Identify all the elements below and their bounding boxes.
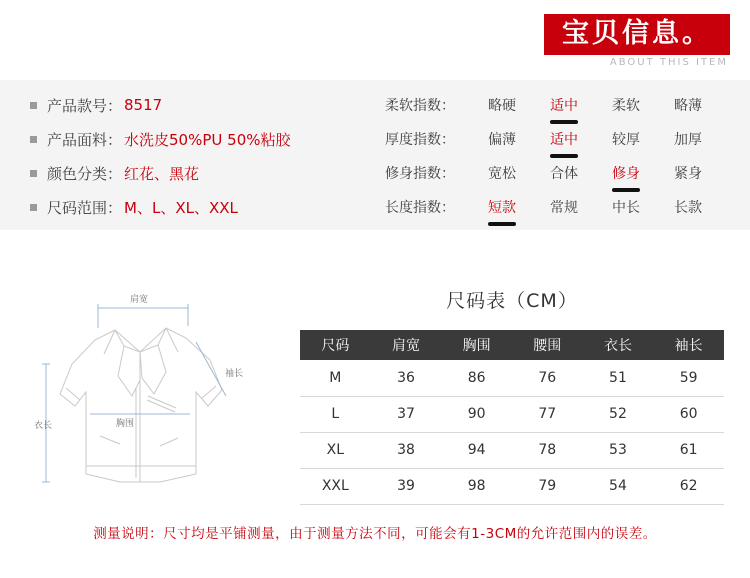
column-header: 尺码 xyxy=(300,330,371,360)
cell-length: 54 xyxy=(583,468,654,504)
cell-bust: 98 xyxy=(441,468,512,504)
cell-sleeve: 61 xyxy=(653,432,724,468)
spec-value: 水洗皮50%PU 50%粘胶 xyxy=(124,130,291,149)
cell-length: 53 xyxy=(583,432,654,468)
spec-label: 产品款号： xyxy=(47,96,123,115)
cell-waist: 79 xyxy=(512,468,583,504)
index-option-selected: 适中 xyxy=(533,95,595,115)
index-option-selected: 短款 xyxy=(471,197,533,217)
cell-bust: 94 xyxy=(441,432,512,468)
diagram-label-bust: 胸围 xyxy=(116,419,135,429)
square-bullet-icon xyxy=(30,102,37,109)
page-subtitle: ABOUT THIS ITEM xyxy=(609,57,728,68)
table-row xyxy=(300,396,724,432)
table-row xyxy=(300,432,724,468)
column-header: 胸围 xyxy=(441,330,512,360)
cell-length: 52 xyxy=(583,396,654,432)
column-header: 袖长 xyxy=(653,330,724,360)
index-row-length xyxy=(385,190,725,224)
diagram-label-sleeve: 袖长 xyxy=(225,369,244,379)
index-option: 略薄 xyxy=(674,98,702,114)
measurement-diagram xyxy=(20,268,290,516)
index-label: 长度指数： xyxy=(385,200,455,216)
index-option: 偏薄 xyxy=(488,132,516,148)
index-row-softness xyxy=(385,88,725,122)
cell-bust: 86 xyxy=(441,360,512,396)
square-bullet-icon xyxy=(30,170,37,177)
spec-row xyxy=(30,88,370,122)
index-option: 常规 xyxy=(550,200,578,216)
cell-shoulder: 37 xyxy=(371,396,442,432)
size-table xyxy=(300,330,724,505)
square-bullet-icon xyxy=(30,136,37,143)
diagram-label-shoulder: 肩宽 xyxy=(130,295,149,305)
cell-size: L xyxy=(300,396,371,432)
square-bullet-icon xyxy=(30,204,37,211)
index-row-thickness xyxy=(385,122,725,156)
cell-waist: 78 xyxy=(512,432,583,468)
cell-size: XXL xyxy=(300,468,371,504)
cell-length: 51 xyxy=(583,360,654,396)
spec-row xyxy=(30,190,370,224)
table-header-row xyxy=(300,330,724,360)
page-title: 宝贝信息。 xyxy=(544,14,730,55)
cell-size: M xyxy=(300,360,371,396)
spec-label: 产品面料： xyxy=(47,130,123,149)
cell-bust: 90 xyxy=(441,396,512,432)
info-band xyxy=(0,80,750,230)
index-list xyxy=(385,88,725,224)
index-label: 厚度指数： xyxy=(385,132,455,148)
cell-shoulder: 39 xyxy=(371,468,442,504)
spec-label: 颜色分类： xyxy=(47,164,123,183)
measurement-note: 测量说明：尺寸均是平铺测量，由于测量方法不同，可能会有1-3CM的允许范围内的误差。 xyxy=(93,526,657,542)
spec-row xyxy=(30,156,370,190)
index-label: 修身指数： xyxy=(385,166,455,182)
cell-shoulder: 36 xyxy=(371,360,442,396)
diagram-label-length: 衣长 xyxy=(34,421,53,431)
spec-list xyxy=(30,88,370,224)
index-option: 长款 xyxy=(674,200,702,216)
column-header: 肩宽 xyxy=(371,330,442,360)
index-option: 略硬 xyxy=(488,98,516,114)
index-option: 中长 xyxy=(612,200,640,216)
cell-shoulder: 38 xyxy=(371,432,442,468)
index-option-selected: 修身 xyxy=(595,163,657,183)
index-option: 柔软 xyxy=(612,98,640,114)
index-option: 合体 xyxy=(550,166,578,182)
index-option: 加厚 xyxy=(674,132,702,148)
size-table-title: 尺码表（CM） xyxy=(446,290,578,312)
spec-value: 红花、黑花 xyxy=(124,164,200,183)
cell-waist: 77 xyxy=(512,396,583,432)
index-option: 较厚 xyxy=(612,132,640,148)
spec-value: 8517 xyxy=(124,96,163,114)
spec-row xyxy=(30,122,370,156)
header-banner xyxy=(0,0,750,72)
table-row xyxy=(300,360,724,396)
index-option: 宽松 xyxy=(488,166,516,182)
table-row xyxy=(300,468,724,504)
cell-sleeve: 62 xyxy=(653,468,724,504)
column-header: 衣长 xyxy=(583,330,654,360)
cell-sleeve: 59 xyxy=(653,360,724,396)
index-row-fit xyxy=(385,156,725,190)
index-option-selected: 适中 xyxy=(533,129,595,149)
cell-sleeve: 60 xyxy=(653,396,724,432)
spec-value: M、L、XL、XXL xyxy=(124,198,238,217)
index-option: 紧身 xyxy=(674,166,702,182)
cell-waist: 76 xyxy=(512,360,583,396)
column-header: 腰围 xyxy=(512,330,583,360)
cell-size: XL xyxy=(300,432,371,468)
spec-label: 尺码范围： xyxy=(47,198,123,217)
index-label: 柔软指数： xyxy=(385,98,455,114)
jacket-outline-icon xyxy=(20,268,290,516)
